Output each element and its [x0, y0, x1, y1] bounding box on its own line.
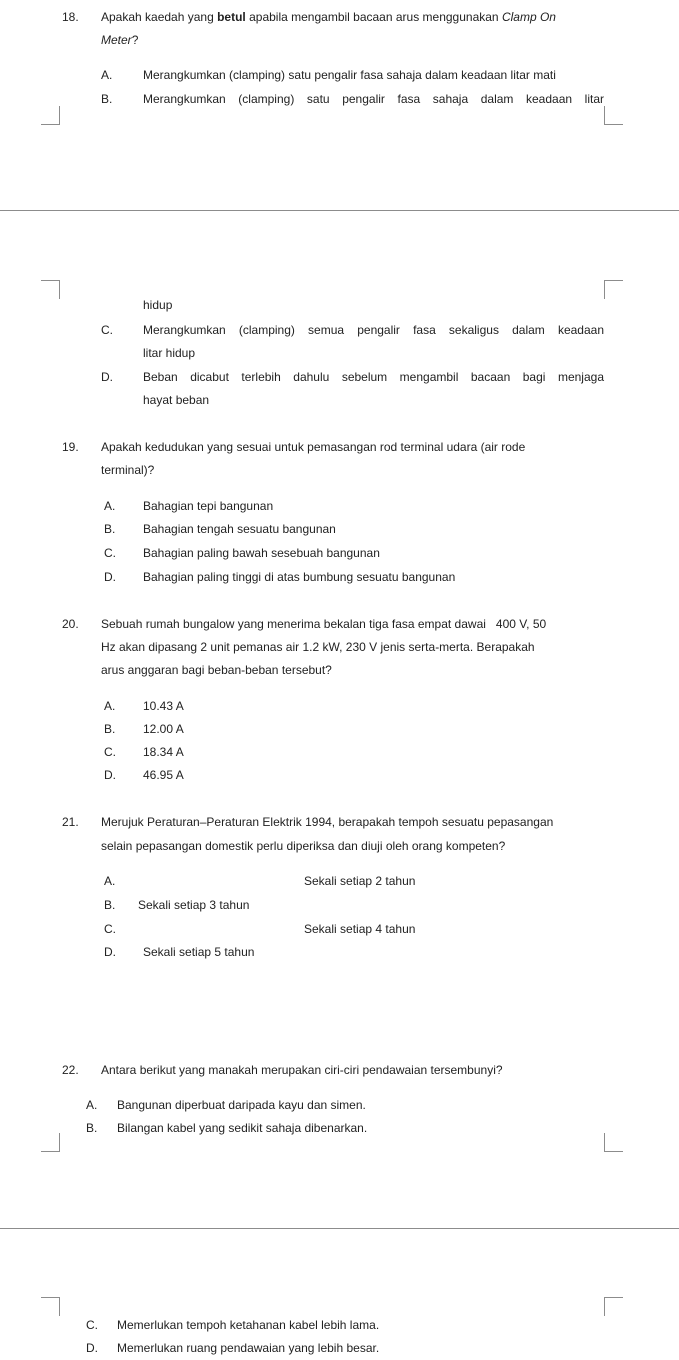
- q20-question-line3: arus anggaran bagi beban-beban tersebut?: [101, 663, 332, 677]
- page-divider: [0, 210, 679, 211]
- q18-option-d-text: Beban dicabut terlebih dahulu sebelum mengambil bacaan bagi menjaga: [143, 370, 604, 384]
- q18-option-a-text: Merangkumkan (clamping) satu pengalir fasa sahaja dalam keadaan litar mati: [143, 68, 556, 82]
- q20-option-c-letter: C.: [104, 745, 116, 759]
- q20-option-c-text: 18.34 A: [143, 745, 184, 759]
- q18-question-line1: [101, 9, 556, 25]
- q18-question-line2: [101, 32, 138, 48]
- q18-option-b-text-cont: hidup: [143, 298, 173, 312]
- q21-option-c-letter: C.: [104, 922, 116, 936]
- q20-number: 20.: [62, 617, 79, 631]
- q21-option-c-text: Sekali setiap 4 tahun: [304, 922, 416, 936]
- q19-question-line2: terminal)?: [101, 463, 155, 477]
- crop-mark: [41, 1133, 60, 1152]
- q20-question-line1: Sebuah rumah bungalow yang menerima bekalan tiga fasa empat dawai 400 V, 50: [101, 617, 547, 631]
- page-divider: [0, 1228, 679, 1229]
- q18-number: 18.: [62, 10, 79, 24]
- q22-option-a-letter: A.: [86, 1098, 98, 1112]
- q19-option-c-letter: C.: [104, 546, 116, 560]
- q20-option-d-text: 46.95 A: [143, 768, 184, 782]
- q21-number: 21.: [62, 815, 79, 829]
- q18-question-mid: apabila mengambil bacaan arus menggunakan: [245, 10, 502, 24]
- q20-option-b-letter: B.: [104, 722, 116, 736]
- q20-option-a-text: 10.43 A: [143, 699, 184, 713]
- crop-mark: [604, 1297, 623, 1316]
- q22-option-c-text: Memerlukan tempoh ketahanan kabel lebih lama.: [117, 1318, 380, 1332]
- q21-question-line2: selain pepasangan domestik perlu diperiksa dan diuji oleh orang kompeten?: [101, 839, 506, 853]
- crop-mark: [41, 106, 60, 125]
- crop-mark: [604, 1133, 623, 1152]
- q22-option-d-letter: D.: [86, 1341, 98, 1355]
- q19-option-d-letter: D.: [104, 570, 116, 584]
- q20-option-b-text: 12.00 A: [143, 722, 184, 736]
- crop-mark: [604, 280, 623, 299]
- q18-option-b-letter: B.: [101, 92, 113, 106]
- q21-option-a-letter: A.: [104, 874, 116, 888]
- q19-option-c-text: Bahagian paling bawah sesebuah bangunan: [143, 546, 380, 560]
- q21-option-b-text: Sekali setiap 3 tahun: [138, 898, 250, 912]
- crop-mark: [41, 280, 60, 299]
- q19-option-d-text: Bahagian paling tinggi di atas bumbung sesuatu bangunan: [143, 570, 456, 584]
- q20-option-a-letter: A.: [104, 699, 116, 713]
- crop-mark: [41, 1297, 60, 1316]
- q19-question-line1: Apakah kedudukan yang sesuai untuk pemasangan rod terminal udara (air rode: [101, 440, 526, 454]
- q19-option-b-letter: B.: [104, 522, 116, 536]
- q22-option-b-letter: B.: [86, 1121, 98, 1135]
- q18-option-a-letter: A.: [101, 68, 113, 82]
- q18-question-pre: Apakah kaedah yang: [101, 10, 218, 24]
- q18-option-d-text-cont: hayat beban: [143, 393, 210, 407]
- q21-option-d-letter: D.: [104, 945, 116, 959]
- q21-option-d-text: Sekali setiap 5 tahun: [143, 945, 255, 959]
- q18-question-bold: betul: [217, 10, 246, 24]
- q22-question-line1: Antara berikut yang manakah merupakan ciri-ciri pendawaian tersembunyi?: [101, 1063, 503, 1077]
- q18-option-c-letter: C.: [101, 323, 113, 337]
- q18-question-mark: ?: [131, 33, 139, 47]
- q18-option-b-text: Merangkumkan (clamping) satu pengalir fasa sahaja dalam keadaan litar: [143, 92, 604, 106]
- crop-mark: [604, 106, 623, 125]
- q18-option-c-text-cont: litar hidup: [143, 346, 196, 360]
- q20-option-d-letter: D.: [104, 768, 116, 782]
- q19-number: 19.: [62, 440, 79, 454]
- q21-option-b-letter: B.: [104, 898, 116, 912]
- q18-option-d-letter: D.: [101, 370, 113, 384]
- q18-option-c-text: Merangkumkan (clamping) semua pengalir fasa sekaligus dalam keadaan: [143, 323, 604, 337]
- q18-question-meter: Meter: [101, 33, 132, 47]
- q19-option-a-text: Bahagian tepi bangunan: [143, 499, 274, 513]
- q22-option-b-text: Bilangan kabel yang sedikit sahaja dibenarkan.: [117, 1121, 368, 1135]
- q20-question-line2: Hz akan dipasang 2 unit pemanas air 1.2 kW, 230 V jenis serta-merta. Berapakah: [101, 640, 535, 654]
- q19-option-b-text: Bahagian tengah sesuatu bangunan: [143, 522, 336, 536]
- q22-option-a-text: Bangunan diperbuat daripada kayu dan simen.: [117, 1098, 366, 1112]
- q19-option-a-letter: A.: [104, 499, 116, 513]
- q22-option-c-letter: C.: [86, 1318, 98, 1332]
- q22-number: 22.: [62, 1063, 79, 1077]
- q22-option-d-text: Memerlukan ruang pendawaian yang lebih besar.: [117, 1341, 380, 1355]
- q21-option-a-text: Sekali setiap 2 tahun: [304, 874, 416, 888]
- q18-question-italic: Clamp On: [501, 10, 556, 24]
- q21-question-line1: Merujuk Peraturan–Peraturan Elektrik 1994, berapakah tempoh sesuatu pepasangan: [101, 815, 554, 829]
